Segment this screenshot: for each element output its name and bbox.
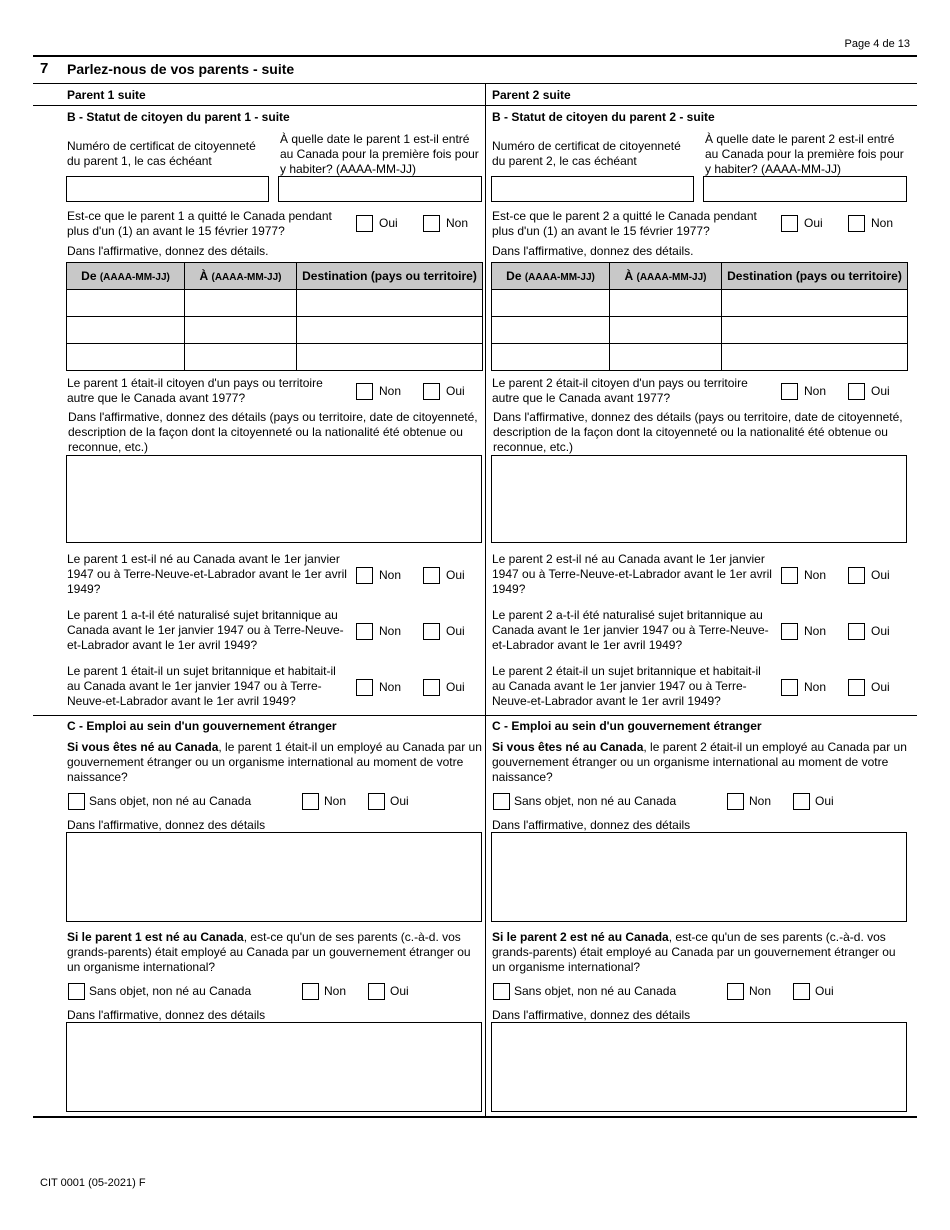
born-canada-no-checkbox[interactable] (781, 567, 798, 584)
travel-details-prompt: Dans l'affirmative, donnez des détails. (492, 244, 694, 258)
other-citizenship-no-checkbox[interactable] (356, 383, 373, 400)
travel-row (67, 344, 483, 371)
employment-birth-no-checkbox[interactable] (302, 793, 319, 810)
col-from-header: De (AAAA-MM-JJ) (492, 263, 610, 290)
travel-to-cell[interactable] (185, 290, 297, 317)
entry-date-input[interactable] (278, 176, 482, 202)
born-canada-yes-checkbox[interactable] (423, 567, 440, 584)
travel-from-cell[interactable] (492, 290, 610, 317)
british-subject-no-checkbox[interactable] (356, 679, 373, 696)
travel-from-cell[interactable] (67, 317, 185, 344)
travel-to-cell[interactable] (610, 290, 722, 317)
parent-1-column (66, 0, 482, 1230)
col-to-header: À (AAAA-MM-JJ) (610, 263, 722, 290)
entry-date-input[interactable] (703, 176, 907, 202)
born-canada-employment-question: Si vous êtes né au Canada, le parent 1 était-il un employé au Canada par un gouvernement étranger ou un organisme international au moment de votre naissance? (67, 740, 482, 784)
travel-table-header (67, 263, 483, 290)
col-from-header: De (AAAA-MM-JJ) (67, 263, 185, 290)
travel-to-cell[interactable] (185, 344, 297, 371)
british-subject-yes-label: Oui (871, 680, 890, 694)
left-canada-no-label: Non (871, 216, 894, 230)
british-subject-yes-checkbox[interactable] (848, 679, 865, 696)
parent-header: Parent 1 suite (67, 88, 146, 102)
travel-destination-cell[interactable] (297, 344, 483, 371)
british-subject-no-label: Non (379, 680, 402, 694)
other-citizenship-yes-label: Oui (871, 384, 890, 398)
employment-birth-na-label: Sans objet, non né au Canada (514, 794, 677, 808)
left-canada-no-checkbox[interactable] (848, 215, 865, 232)
travel-destination-cell[interactable] (722, 317, 908, 344)
employment-grandparents-details-input[interactable] (66, 1022, 482, 1112)
travel-from-cell[interactable] (67, 344, 185, 371)
travel-destination-cell[interactable] (297, 290, 483, 317)
naturalized-no-checkbox[interactable] (781, 623, 798, 640)
travel-destination-cell[interactable] (722, 344, 908, 371)
born-canada-yes-checkbox[interactable] (848, 567, 865, 584)
travel-from-cell[interactable] (67, 290, 185, 317)
employment-birth-yes-label: Oui (815, 794, 834, 808)
left-canada-no-label: Non (446, 216, 469, 230)
travel-to-cell[interactable] (610, 344, 722, 371)
employment-grandparents-yes-checkbox[interactable] (793, 983, 810, 1000)
other-citizenship-details-input[interactable] (491, 455, 907, 543)
british-subject-question: Le parent 2 était-il un sujet britannique et habitait-il au Canada avant le 1er janvier 1947 ou à Terre-Neuve-et-Labrador avant le 1er avril 1949? (492, 664, 761, 708)
other-citizenship-details-input[interactable] (66, 455, 482, 543)
employment-grandparents-details-label: Dans l'affirmative, donnez des détails (492, 1008, 691, 1022)
travel-table-header (492, 263, 908, 290)
travel-from-cell[interactable] (492, 344, 610, 371)
section-b-title: B - Statut de citoyen du parent 1 - suite (67, 110, 290, 124)
travel-row (67, 317, 483, 344)
employment-grandparents-no-checkbox[interactable] (727, 983, 744, 1000)
born-canada-question: Le parent 2 est-il né au Canada avant le 1er janvier 1947 ou à Terre-Neuve-et-Labrador avant le 1er avril 1949? (492, 552, 772, 596)
british-subject-no-checkbox[interactable] (781, 679, 798, 696)
certificate-number-label: Numéro de certificat de citoyenneté du parent 2, le cas échéant (492, 139, 681, 168)
other-citizenship-yes-label: Oui (446, 384, 465, 398)
travel-details-prompt: Dans l'affirmative, donnez des détails. (67, 244, 269, 258)
other-citizenship-question: Le parent 2 était-il citoyen d'un pays ou territoire autre que le Canada avant 1977? (492, 376, 748, 405)
employment-grandparents-no-checkbox[interactable] (302, 983, 319, 1000)
travel-from-cell[interactable] (492, 317, 610, 344)
other-citizenship-question: Le parent 1 était-il citoyen d'un pays ou territoire autre que le Canada avant 1977? (67, 376, 323, 405)
born-canada-yes-label: Oui (446, 568, 465, 582)
employment-birth-details-label: Dans l'affirmative, donnez des détails (67, 818, 266, 832)
employment-grandparents-no-label: Non (324, 984, 347, 998)
section-b-title: B - Statut de citoyen du parent 2 - suite (492, 110, 715, 124)
british-subject-no-label: Non (804, 680, 827, 694)
col-to-header: À (AAAA-MM-JJ) (185, 263, 297, 290)
employment-birth-na-label: Sans objet, non né au Canada (89, 794, 252, 808)
certificate-number-input[interactable] (491, 176, 694, 202)
grandparents-employment-question: Si le parent 2 est né au Canada, est-ce qu'un de ses parents (c.-à-d. vos grands-parents) était employé au Canada par un gouvernement étranger ou un organisme international? (492, 930, 896, 974)
employment-grandparents-details-label: Dans l'affirmative, donnez des détails (67, 1008, 266, 1022)
travel-table (491, 262, 908, 371)
left-canada-yes-label: Oui (804, 216, 823, 230)
travel-row (67, 290, 483, 317)
section-title: Parlez-nous de vos parents - suite (67, 61, 295, 77)
employment-grandparents-na-label: Sans objet, non né au Canada (89, 984, 252, 998)
naturalized-no-checkbox[interactable] (356, 623, 373, 640)
employment-grandparents-yes-checkbox[interactable] (368, 983, 385, 1000)
employment-grandparents-no-label: Non (749, 984, 772, 998)
born-canada-question: Le parent 1 est-il né au Canada avant le 1er janvier 1947 ou à Terre-Neuve-et-Labrador avant le 1er avril 1949? (67, 552, 347, 596)
section-c-title: C - Emploi au sein d'un gouvernement étranger (67, 719, 337, 733)
other-citizenship-no-label: Non (804, 384, 827, 398)
other-citizenship-yes-checkbox[interactable] (848, 383, 865, 400)
section-c-title: C - Emploi au sein d'un gouvernement étranger (492, 719, 762, 733)
employment-grandparents-na-checkbox[interactable] (68, 983, 85, 1000)
employment-birth-yes-checkbox[interactable] (793, 793, 810, 810)
travel-row (492, 290, 908, 317)
grandparents-employment-question: Si le parent 1 est né au Canada, est-ce qu'un de ses parents (c.-à-d. vos grands-parents) était employé au Canada par un gouvernement étranger ou un organisme international? (67, 930, 471, 974)
entry-date-label: À quelle date le parent 1 est-il entré au Canada pour la première fois pour y habiter? (AAAA-MM-JJ) (280, 132, 479, 176)
employment-birth-yes-label: Oui (390, 794, 409, 808)
page-number: Page 4 de 13 (844, 38, 910, 50)
travel-row (492, 317, 908, 344)
naturalized-no-label: Non (804, 624, 827, 638)
employment-birth-na-checkbox[interactable] (68, 793, 85, 810)
travel-to-cell[interactable] (610, 317, 722, 344)
naturalized-yes-label: Oui (871, 624, 890, 638)
employment-birth-no-label: Non (324, 794, 347, 808)
travel-to-cell[interactable] (185, 317, 297, 344)
left-canada-yes-label: Oui (379, 216, 398, 230)
employment-grandparents-na-checkbox[interactable] (493, 983, 510, 1000)
travel-table (66, 262, 483, 371)
left-canada-yes-checkbox[interactable] (356, 215, 373, 232)
left-canada-yes-checkbox[interactable] (781, 215, 798, 232)
employment-birth-no-checkbox[interactable] (727, 793, 744, 810)
naturalized-question: Le parent 2 a-t-il été naturalisé sujet britannique au Canada avant le 1er janvier 1947 ou à Terre-Neuve-et-Labrador avant le 1er avril 1949? (492, 608, 769, 652)
naturalized-yes-checkbox[interactable] (423, 623, 440, 640)
employment-grandparents-details-input[interactable] (491, 1022, 907, 1112)
column-divider (485, 83, 486, 1117)
naturalized-no-label: Non (379, 624, 402, 638)
born-canada-employment-question: Si vous êtes né au Canada, le parent 2 était-il un employé au Canada par un gouvernement étranger ou un organisme international au moment de votre naissance? (492, 740, 907, 784)
naturalized-yes-label: Oui (446, 624, 465, 638)
parent-header: Parent 2 suite (492, 88, 571, 102)
born-canada-yes-label: Oui (871, 568, 890, 582)
employment-birth-na-checkbox[interactable] (493, 793, 510, 810)
british-subject-question: Le parent 1 était-il un sujet britannique et habitait-il au Canada avant le 1er janvier 1947 ou à Terre-Neuve-et-Labrador avant le 1er avril 1949? (67, 664, 336, 708)
other-citizenship-no-label: Non (379, 384, 402, 398)
col-destination-header: Destination (pays ou territoire) (297, 263, 483, 290)
parent-2-column (491, 0, 907, 1230)
other-citizenship-yes-checkbox[interactable] (423, 383, 440, 400)
other-citizenship-details-label: Dans l'affirmative, donnez des détails (pays ou territoire, date de citoyenneté, description de la façon dont la citoyenneté ou la nationalité été obtenue ou reconnue, etc.) (68, 410, 478, 454)
travel-destination-cell[interactable] (297, 317, 483, 344)
naturalized-question: Le parent 1 a-t-il été naturalisé sujet britannique au Canada avant le 1er janvier 1947 ou à Terre-Neuve-et-Labrador avant le 1er avril 1949? (67, 608, 344, 652)
travel-row (492, 344, 908, 371)
born-canada-no-label: Non (804, 568, 827, 582)
born-canada-no-checkbox[interactable] (356, 567, 373, 584)
certificate-number-label: Numéro de certificat de citoyenneté du parent 1, le cas échéant (67, 139, 256, 168)
employment-grandparents-yes-label: Oui (390, 984, 409, 998)
left-canada-question: Est-ce que le parent 1 a quitté le Canada pendant plus d'un (1) an avant le 15 février 1977? (67, 209, 332, 238)
entry-date-label: À quelle date le parent 2 est-il entré au Canada pour la première fois pour y habiter? (AAAA-MM-JJ) (705, 132, 904, 176)
left-canada-no-checkbox[interactable] (423, 215, 440, 232)
other-citizenship-details-label: Dans l'affirmative, donnez des détails (pays ou territoire, date de citoyenneté, description de la façon dont la citoyenneté ou la nationalité été obtenue ou reconnue, etc.) (493, 410, 903, 454)
employment-birth-details-input[interactable] (491, 832, 907, 922)
travel-destination-cell[interactable] (722, 290, 908, 317)
certificate-number-input[interactable] (66, 176, 269, 202)
british-subject-yes-label: Oui (446, 680, 465, 694)
employment-birth-details-label: Dans l'affirmative, donnez des détails (492, 818, 691, 832)
employment-birth-no-label: Non (749, 794, 772, 808)
employment-birth-details-input[interactable] (66, 832, 482, 922)
born-canada-no-label: Non (379, 568, 402, 582)
employment-grandparents-yes-label: Oui (815, 984, 834, 998)
form-code: CIT 0001 (05-2021) F (40, 1177, 146, 1189)
naturalized-yes-checkbox[interactable] (848, 623, 865, 640)
left-canada-question: Est-ce que le parent 2 a quitté le Canada pendant plus d'un (1) an avant le 15 février 1977? (492, 209, 757, 238)
employment-grandparents-na-label: Sans objet, non né au Canada (514, 984, 677, 998)
british-subject-yes-checkbox[interactable] (423, 679, 440, 696)
employment-birth-yes-checkbox[interactable] (368, 793, 385, 810)
col-destination-header: Destination (pays ou territoire) (722, 263, 908, 290)
section-number: 7 (40, 60, 49, 77)
other-citizenship-no-checkbox[interactable] (781, 383, 798, 400)
